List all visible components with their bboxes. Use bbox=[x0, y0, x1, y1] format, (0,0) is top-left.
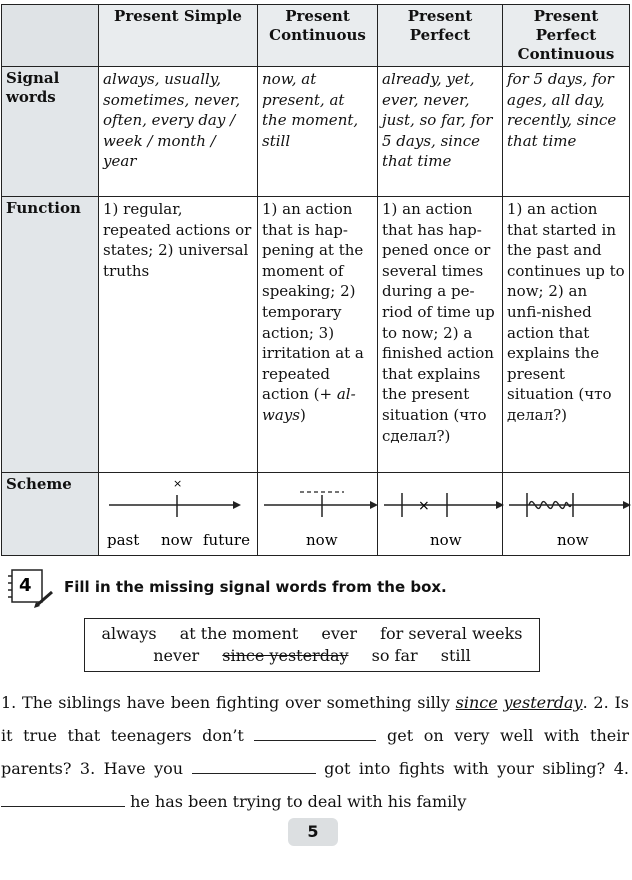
function-continuous-end: ) bbox=[299, 405, 306, 424]
timeline-simple bbox=[103, 475, 258, 553]
scheme-label-now-continuous: now bbox=[306, 531, 338, 549]
word-at-the-moment: at the moment bbox=[179, 624, 299, 643]
timeline-perfect bbox=[382, 475, 505, 553]
function-present-continuous bbox=[258, 197, 378, 473]
notebook-icon bbox=[6, 566, 54, 610]
header-present-perfect: Present Perfect bbox=[378, 5, 503, 67]
word-always: always bbox=[101, 624, 157, 643]
header-present-simple: Present Simple bbox=[99, 5, 258, 67]
timeline-perfect-continuous bbox=[507, 475, 632, 553]
scheme-label-now: now bbox=[161, 531, 193, 549]
word-never: never bbox=[153, 646, 200, 665]
word-so-far: so far bbox=[371, 646, 418, 665]
word-since-yesterday: since yesterday bbox=[222, 646, 349, 665]
function-continuous-italic: al-ways bbox=[262, 385, 356, 424]
svg-text:×: × bbox=[173, 477, 183, 490]
blank-4[interactable] bbox=[1, 789, 125, 807]
sentence-3-end: got into fights with your sibling? 4. bbox=[324, 759, 630, 778]
word-ever: ever bbox=[321, 624, 357, 643]
function-continuous-text: 1) an action that is hap-pening at the moment of speaking; 2) temporary action; 3) irritation at a repeated action (+ bbox=[262, 200, 364, 404]
sentence-2-end: get on very well with their parents? 3. Have you bbox=[1, 726, 630, 778]
answer-yesterday: yesterday bbox=[503, 693, 583, 712]
signal-present-simple: always, usually, sometimes, never, often, every day / week / month / year bbox=[99, 67, 258, 197]
word-still: still bbox=[440, 646, 471, 665]
row-label-signal-words: Signal words bbox=[2, 67, 99, 197]
sentence-2: . 2. Is it true that teenagers don’t bbox=[1, 693, 629, 745]
word-box bbox=[84, 618, 540, 672]
exercise-header bbox=[6, 566, 626, 610]
row-label-function: Function bbox=[2, 197, 99, 473]
row-label-scheme: Scheme bbox=[2, 473, 99, 556]
function-present-simple: 1) regular, repeated actions or states; 2) universal truths bbox=[99, 197, 258, 473]
blank-3[interactable] bbox=[192, 756, 316, 774]
signal-present-continuous: now, at present, at the moment, still bbox=[258, 67, 378, 197]
scheme-label-future: future bbox=[203, 531, 250, 549]
function-present-perfect-continuous: 1) an action that started in the past and continues up to now; 2) an unfi-nished action that explains the present situation (что делал?) bbox=[503, 197, 630, 473]
sentence-1: 1. The siblings have been fighting over something silly bbox=[1, 693, 450, 712]
scheme-label-now-perfect: now bbox=[430, 531, 462, 549]
header-present-continuous: Present Continuous bbox=[258, 5, 378, 67]
sentence-4-end: he has been trying to deal with his family bbox=[130, 792, 467, 811]
scheme-label-past: past bbox=[107, 531, 140, 549]
page-number: 5 bbox=[288, 818, 338, 846]
word-for-several-weeks: for several weeks bbox=[380, 624, 523, 643]
table-corner bbox=[2, 5, 99, 67]
scheme-present-perfect bbox=[378, 473, 503, 556]
exercise-instruction: Fill in the missing signal words from the box. bbox=[64, 578, 447, 596]
timeline-continuous bbox=[262, 475, 380, 553]
signal-present-perfect-continuous: for 5 days, for ages, all day, recently, since that time bbox=[503, 67, 630, 197]
exercise-number: 4 bbox=[19, 575, 32, 596]
signal-present-perfect: already, yet, ever, never, just, so far, for 5 days, since that time bbox=[378, 67, 503, 197]
blank-2[interactable] bbox=[254, 723, 376, 741]
scheme-present-perfect-continuous bbox=[503, 473, 630, 556]
exercise-text bbox=[1, 686, 629, 818]
word-box-line-1 bbox=[85, 623, 539, 645]
scheme-present-simple bbox=[99, 473, 258, 556]
svg-text:×: × bbox=[418, 498, 430, 514]
scheme-present-continuous bbox=[258, 473, 378, 556]
scheme-label-now-perfect-continuous: now bbox=[557, 531, 589, 549]
header-present-perfect-continuous: Present Perfect Continuous bbox=[503, 5, 630, 67]
answer-since: since bbox=[455, 693, 498, 712]
function-present-perfect: 1) an action that has hap-pened once or several times during a pe-riod of time up to now; 2) a finished action that explains the present situation (что сделал?) bbox=[378, 197, 503, 473]
grammar-table bbox=[1, 4, 630, 556]
word-box-line-2 bbox=[85, 645, 539, 667]
